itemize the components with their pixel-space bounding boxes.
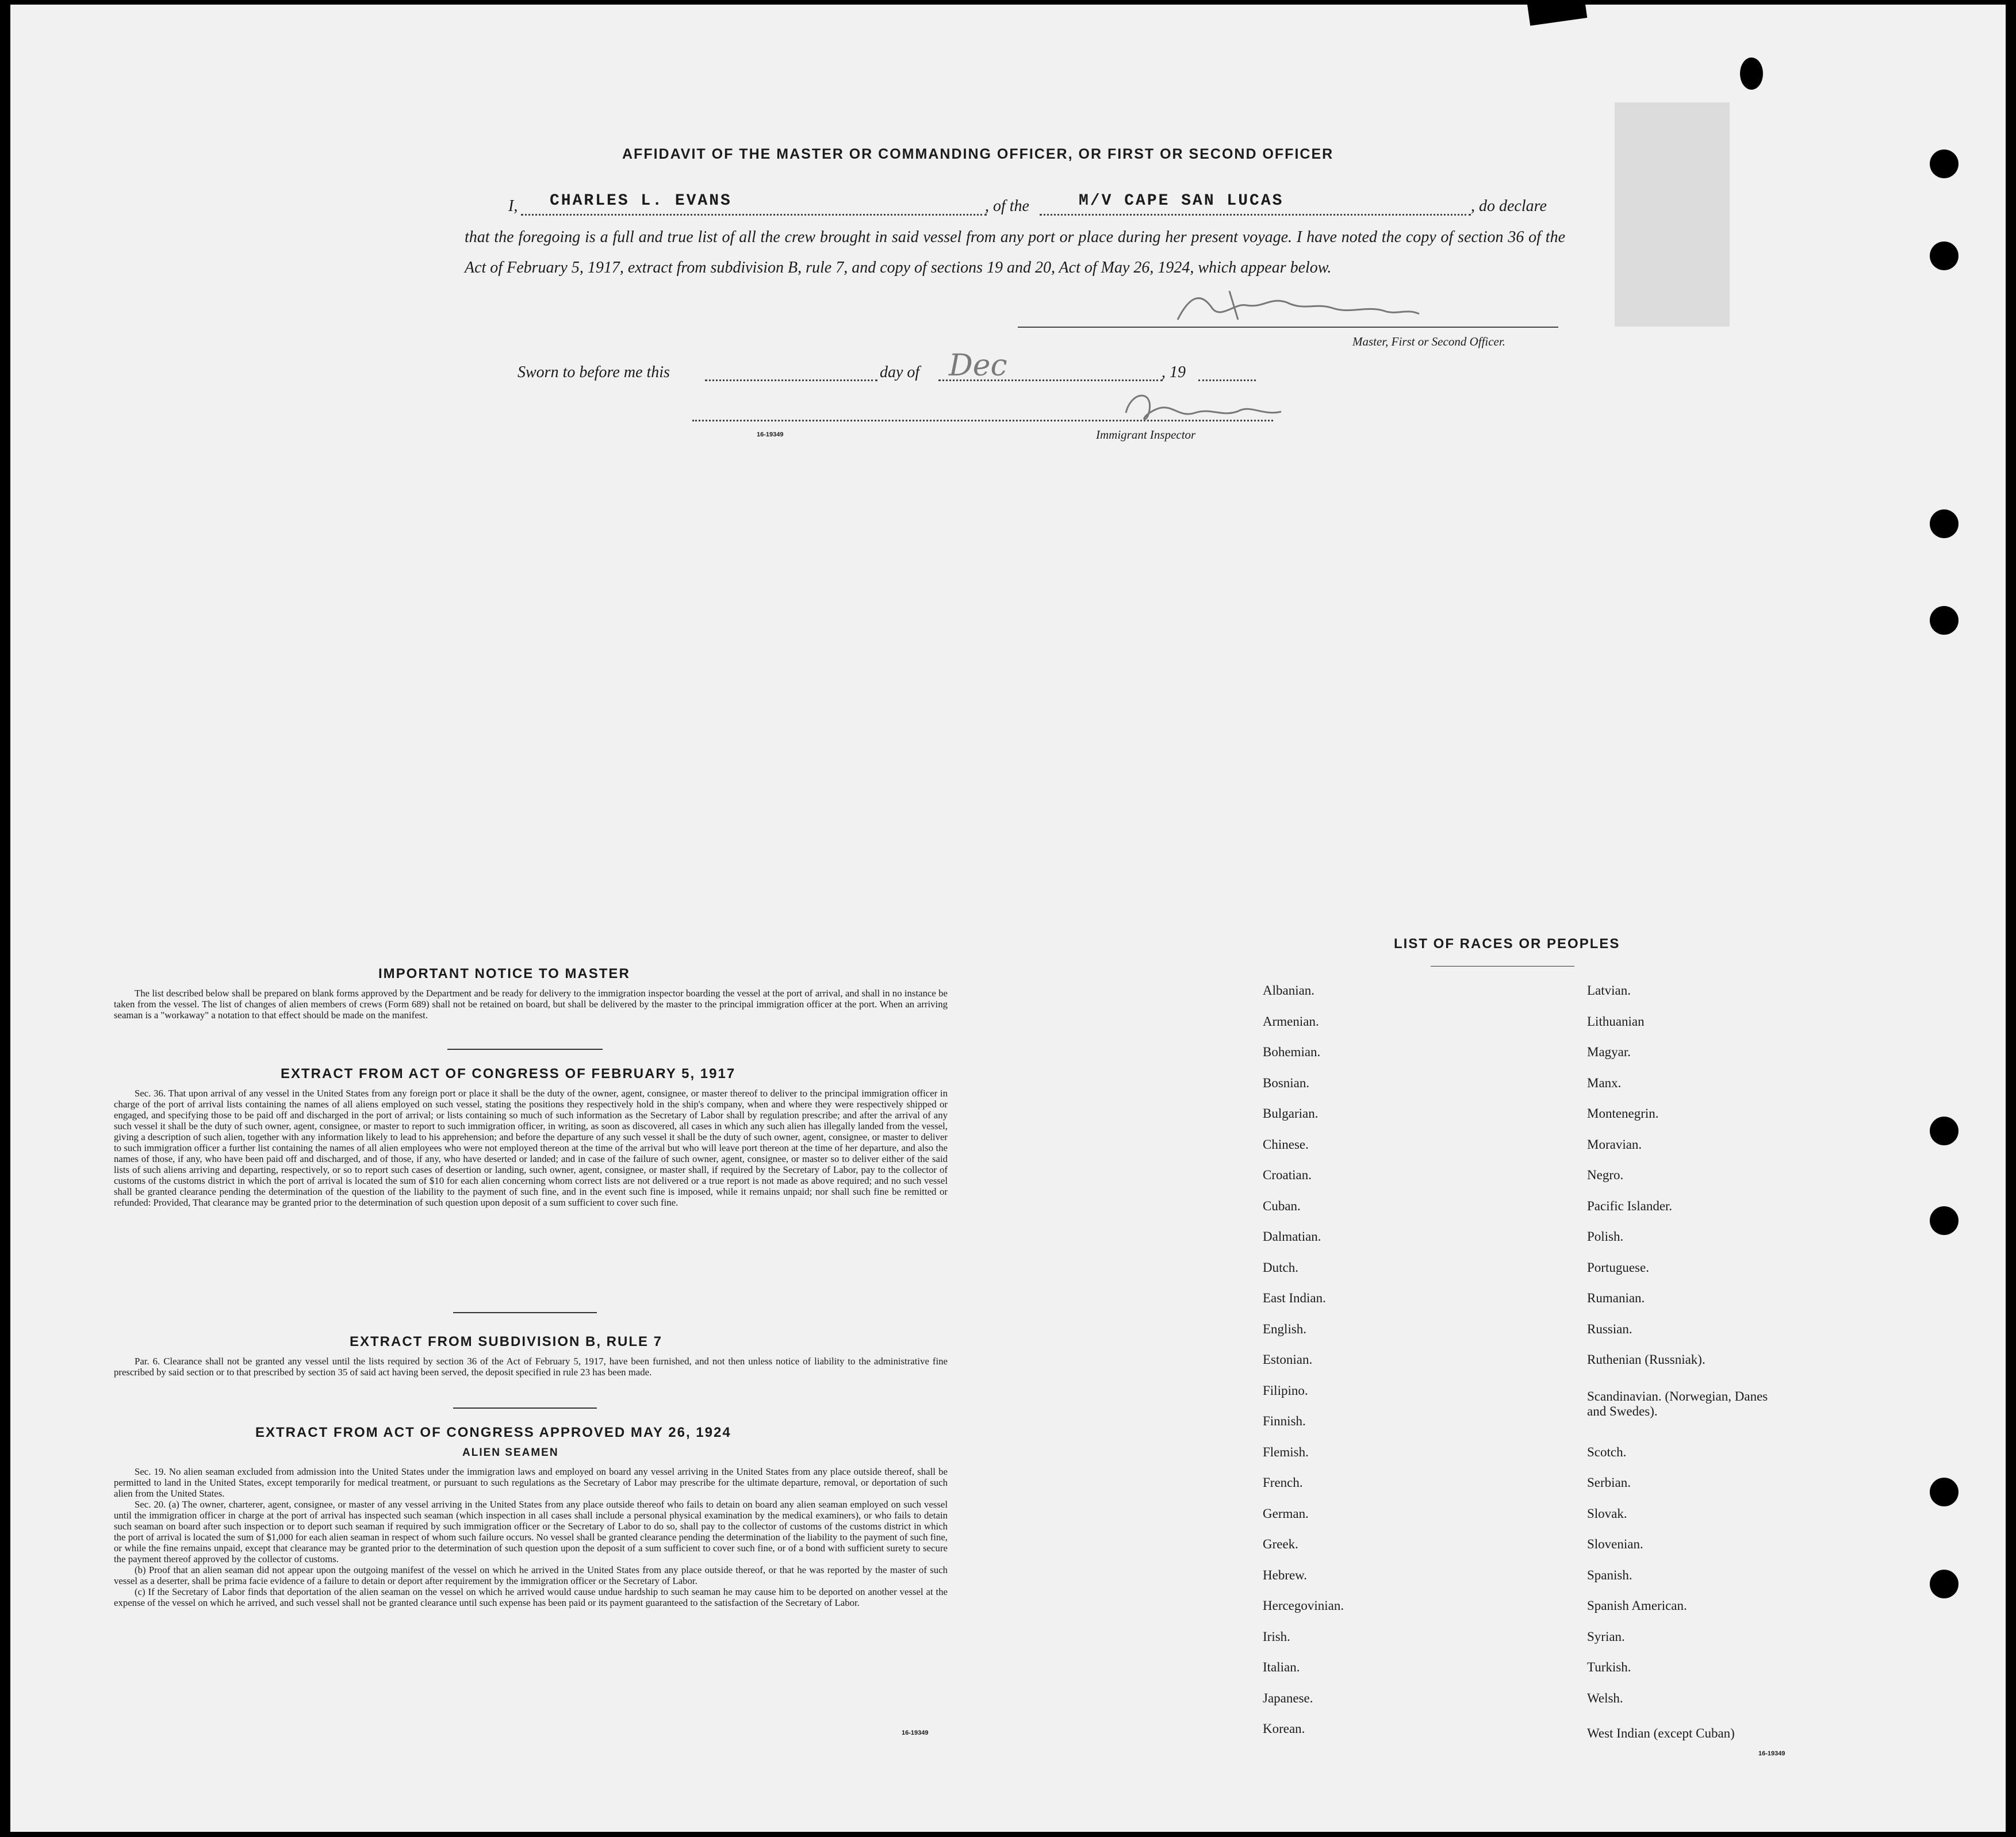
race-left-16: Flemish. — [1263, 1445, 1309, 1459]
race-left-10: Dutch. — [1263, 1260, 1298, 1275]
race-left-12: English. — [1263, 1322, 1307, 1336]
race-left-13: Estonian. — [1263, 1352, 1313, 1367]
master-caption: Master, First or Second Officer. — [1352, 335, 1505, 348]
section-36-paragraph: Sec. 36. That upon arrival of any vessel in the United States from any foreign port or place it shall be the duty of the owner, agent, consignee, or master thereof to deliver to the principal immigration officer in charge of the port of arrival lists containing the names of all aliens employed on such vessel, stating the positions they respectively hold in the ship's company, when and where they were respectively shipped or engaged, and specifying those to be paid off and discharged in the port of arrival; or lists containing so much of such information as the Secretary of Labor shall by regulation prescribe; and after the arrival of any such vessel it shall be the duty of such owner, agent, consignee, or master to report to such immigration officer, in writing, as soon as discovered, all cases in which any such alien has illegally landed from the vessel, giving a description of such alien, together with any information likely to lead to his apprehension; and before the departure of any such vessel it shall be the duty of such owner, agent, consignee, or master to deliver to such immigration officer a further list containing the names of all alien employees who were not employed thereon at the time of the arrival but who will leave port thereon at the time of her departure, and also the names of those, if any, who have been paid off and discharged, and of those, if any, who have deserted or landed; and in case of the failure of such owner, agent, consignee, or master so to deliver either of the said lists of such aliens arriving and departing, respectively, or so to report such cases of desertion or landing, such owner, agent, consignee, or master shall, if required by the Secretary of Labor, pay to the collector of customs of the customs district in which the port of arrival is located the sum of $10 for each alien concerning whom correct lists are not delivered or a true report is not made as above required; and no such vessel shall be granted clearance pending the determination of the question of the liability to the payment of such fine, and in the event such fine is imposed, while it remains unpaid; nor shall such fine be remitted or refunded: Provided, That clearance may be granted prior to the determination of such question upon deposit of a sum sufficient to cover such fine. — [114, 1088, 948, 1208]
sec-20b-paragraph: (b) Proof that an alien seaman did not appear upon the outgoing manifest of the vessel on which he arrived in the United States from any place outside thereof, or that he was reported by the master of such vessel as a deserter, shall be prima facie evidence of a failure to detain or deport after requirement by the immigration officer or the Secretary of Labor. — [114, 1564, 948, 1586]
race-left-14: Filipino. — [1263, 1383, 1308, 1398]
punch-hole — [1930, 509, 1958, 538]
punch-hole — [1930, 1206, 1958, 1235]
race-left-8: Cuban. — [1263, 1199, 1301, 1213]
rule7-title: EXTRACT FROM SUBDIVISION B, RULE 7 — [350, 1334, 663, 1349]
race-right-6: Moravian. — [1587, 1137, 1642, 1152]
race-right-14: Scandinavian. (Norwegian, Danes and Swedes). — [1587, 1389, 1768, 1418]
sec-20c-paragraph: (c) If the Secretary of Labor finds that deportation of the alien seaman on the vessel on which he arrived would cause undue hardship to such seaman he may cause him to be deported on another vessel at the expense of the vessel on which he arrived, and such vessel shall not be granted clearance until such expense has been paid or its payment guaranteed to the satisfaction of the Secretary of Labor. — [114, 1586, 948, 1608]
race-left-6: Chinese. — [1263, 1137, 1309, 1152]
extract-1917-title: EXTRACT FROM ACT OF CONGRESS OF FEBRUARY 5, 1917 — [281, 1066, 736, 1082]
race-right-12: Russian. — [1587, 1322, 1632, 1336]
race-right-11: Rumanian. — [1587, 1291, 1645, 1305]
race-right-17: Slovak. — [1587, 1506, 1627, 1521]
sec-20a-paragraph: Sec. 20. (a) The owner, charterer, agent, consignee, or master of any vessel arriving in the United States from any place outside thereof who fails to detain on board any alien seaman employed on such vessel until the immigration officer in charge at the port of arrival has inspected such seaman (which inspection in all cases shall include a personal physical examination by the medical examiners), or who fails to detain such seaman on board after such inspection or to deport such seaman if required by such immigration officer or the Secretary of Labor to do so, shall pay to the collector of customs of the customs district in which the port of arrival is located the sum of $1,000 for each alien seaman in respect of whom such failure occurs. No vessel shall be granted clearance pending the determination of the liability to the payment of such fine, or while the fine remains unpaid, except that clearance may be granted prior to the determination of such question upon the deposit of a sum sufficient to cover such fine, or of a bond with sufficient surety to secure the payment thereof approved by the collector of customs. — [114, 1499, 948, 1564]
race-right-9: Polish. — [1587, 1229, 1624, 1244]
race-left-9: Dalmatian. — [1263, 1229, 1321, 1244]
race-left-17: French. — [1263, 1475, 1303, 1490]
race-left-5: Bulgarian. — [1263, 1106, 1319, 1121]
punch-hole — [1740, 57, 1763, 90]
race-right-7: Negro. — [1587, 1168, 1624, 1182]
sworn-label: Sworn to before me this — [518, 363, 670, 381]
race-left-23: Italian. — [1263, 1660, 1300, 1674]
i-label: I, — [508, 197, 518, 215]
vessel-line — [1040, 214, 1471, 216]
race-left-3: Bohemian. — [1263, 1045, 1321, 1059]
notice-text — [114, 988, 948, 1021]
punch-hole — [1930, 1570, 1958, 1598]
race-right-5: Montenegrin. — [1587, 1106, 1659, 1121]
punch-hole — [1930, 606, 1958, 635]
do-declare-label: , do declare — [1471, 197, 1547, 215]
par-6-paragraph: Par. 6. Clearance shall not be granted any vessel until the lists required by section 36 of the Act of February 5, 1917, have been furnished, and not then unless notice of liability to the administrative fine prescribed by said section or to that prescribed by section 35 of said act having been served, the deposit specified in rule 23 has been made. — [114, 1356, 948, 1378]
master-signature — [1166, 285, 1425, 331]
races-form-number: 16-19349 — [1758, 1750, 1785, 1757]
race-right-13: Ruthenian (Russniak). — [1587, 1352, 1705, 1367]
inspector-signature — [1114, 384, 1287, 430]
race-right-2: Lithuanian — [1587, 1014, 1645, 1029]
race-left-18: German. — [1263, 1506, 1309, 1521]
year-line — [1198, 379, 1256, 381]
divider — [447, 1049, 603, 1050]
race-left-11: East Indian. — [1263, 1291, 1326, 1305]
affidavit-title: AFFIDAVIT OF THE MASTER OR COMMANDING OFFICER, OR FIRST OR SECOND OFFICER — [622, 146, 1334, 162]
race-right-24: West Indian (except Cuban) — [1587, 1726, 1735, 1740]
of-the-label: , of the — [985, 197, 1029, 215]
divider — [1431, 966, 1574, 967]
extract-1917-text — [114, 1088, 948, 1208]
inspector-caption: Immigrant Inspector — [1096, 428, 1196, 442]
race-right-10: Portuguese. — [1587, 1260, 1649, 1275]
race-left-15: Finnish. — [1263, 1414, 1306, 1428]
notice-title: IMPORTANT NOTICE TO MASTER — [378, 966, 630, 981]
race-left-19: Greek. — [1263, 1537, 1298, 1551]
name-line — [521, 214, 987, 216]
affidavit-form-number: 16-19349 — [757, 431, 784, 438]
extract-1924-text — [114, 1466, 948, 1608]
race-right-19: Spanish. — [1587, 1568, 1632, 1582]
year-label: , 19 — [1162, 363, 1186, 381]
scan-smudge — [1615, 102, 1730, 327]
race-left-20: Hebrew. — [1263, 1568, 1308, 1582]
divider — [453, 1312, 597, 1313]
race-left-4: Bosnian. — [1263, 1076, 1310, 1090]
race-right-8: Pacific Islander. — [1587, 1199, 1673, 1213]
page-corner-tear — [1527, 5, 1588, 26]
race-left-1: Albanian. — [1263, 983, 1315, 998]
punch-hole — [1930, 1478, 1958, 1506]
punch-hole — [1930, 149, 1958, 178]
notice-paragraph: The list described below shall be prepared on blank forms approved by the Department and be ready for delivery to the immigration inspector boarding the vessel at the port of arrival, and shall in no instance be taken from the vessel. The list of changes of alien members of crews (Form 689) shall not be retained on board, but shall be delivered by the master to the principal immigration officer at the port. When an arriving seaman is a "workaway" a notation to that effect should be made on the manifest. — [114, 988, 948, 1021]
race-left-24: Japanese. — [1263, 1691, 1313, 1705]
race-right-20: Spanish American. — [1587, 1598, 1687, 1613]
sworn-day-line — [705, 379, 877, 381]
race-left-7: Croatian. — [1263, 1168, 1312, 1182]
race-right-21: Syrian. — [1587, 1629, 1625, 1644]
day-of-label: day of — [880, 363, 920, 381]
punch-hole — [1930, 241, 1958, 270]
divider — [453, 1408, 597, 1409]
rule7-text — [114, 1356, 948, 1378]
race-right-15: Scotch. — [1587, 1445, 1627, 1459]
affidavit-body: that the foregoing is a full and true list of all the crew brought in said vessel from any port or place during her present voyage. I have noted the copy of section 36 of the Act of February 5, 1917, extract from subdivision B, rule 7, and copy of sections 19 and 20, Act of May 26, 1924, which appear below. — [465, 228, 1565, 277]
alien-seamen-subtitle: ALIEN SEAMEN — [462, 1447, 559, 1459]
officer-name: CHARLES L. EVANS — [550, 192, 732, 210]
extract-form-number: 16-19349 — [902, 1729, 929, 1736]
extract-1924-title: EXTRACT FROM ACT OF CONGRESS APPROVED MAY 26, 1924 — [255, 1425, 731, 1440]
race-right-3: Magyar. — [1587, 1045, 1631, 1059]
race-left-22: Irish. — [1263, 1629, 1290, 1644]
document-page — [10, 5, 2006, 1832]
race-right-23: Welsh. — [1587, 1691, 1623, 1705]
punch-hole — [1930, 1117, 1958, 1145]
vessel-name: M/V CAPE SAN LUCAS — [1079, 192, 1284, 210]
races-title: LIST OF RACES OR PEOPLES — [1394, 936, 1620, 952]
race-left-2: Armenian. — [1263, 1014, 1319, 1029]
race-right-4: Manx. — [1587, 1076, 1622, 1090]
race-right-1: Latvian. — [1587, 983, 1631, 998]
sec-19-paragraph: Sec. 19. No alien seaman excluded from admission into the United States under the immigration laws and employed on board any vessel arriving in the United States from any place outside thereof, shall be permitted to land in the United States, except temporarily for medical treatment, or pursuant to such regulations as the Secretary of Labor may prescribe for the ultimate departure, removal, or deportation of such alien from the United States. — [114, 1466, 948, 1499]
race-right-18: Slovenian. — [1587, 1537, 1643, 1551]
race-left-21: Hercegovinian. — [1263, 1598, 1344, 1613]
month-handwritten: Dec — [949, 348, 1007, 383]
race-left-25: Korean. — [1263, 1721, 1305, 1736]
race-right-16: Serbian. — [1587, 1475, 1631, 1490]
race-right-22: Turkish. — [1587, 1660, 1631, 1674]
